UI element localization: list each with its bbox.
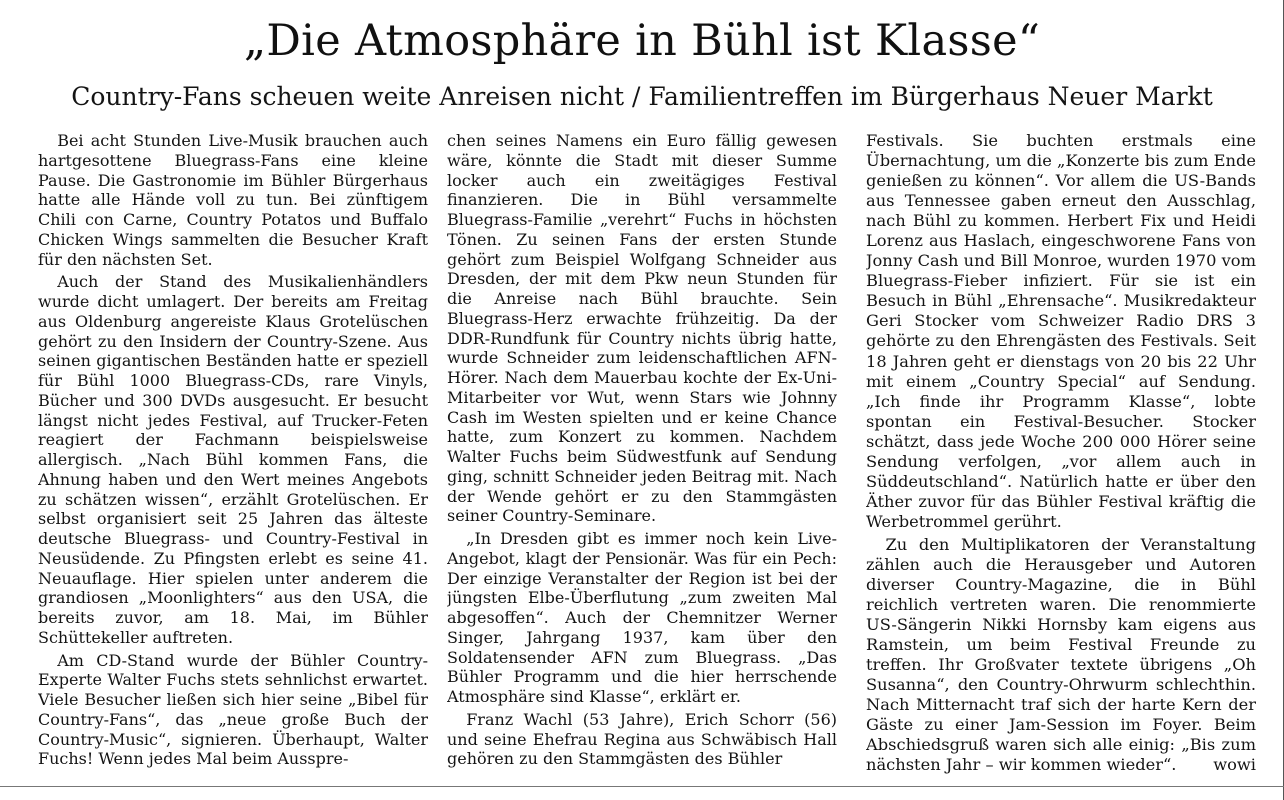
paragraph: chen seines Namens ein Euro fällig gewesen wäre, könnte die Stadt mit dieser Summe locker auch ein zweitägiges Festival finanzieren. Die in Bühl versammelte Bluegrass-Familie „verehrt“ Fuchs in höchsten Tönen. Zu seinen Fans der ersten Stunde gehört zum Beispiel Wolfgang Schneider aus Dresden, der mit dem Pkw neun Stunden für die Anreise nach Bühl brauchte. Sein Bluegrass-Herz erwachte frühzeitig. Da der DDR-Rundfunk für Country nichts übrig hatte, wurde Schneider zum leidenschaftlichen AFN-Hörer. Nach dem Mauerbau kochte der Ex-Uni-Mitarbeiter vor Wut, wenn Stars wie Johnny Cash im Westen spielten und er keine Chance hatte, zum Konzert zu kommen. Nachdem Walter Fuchs beim Südwestfunk auf Sendung ging, schnitt Schneider jeden Beitrag mit. Nach der Wende gehört er zu den Stammgästen seiner Country-Seminare. [447,131,837,526]
paragraph: Festivals. Sie buchten erstmals eine Übernachtung, um die „Konzerte bis zum Ende genießen zu können“. Vor allem die US-Bands aus Tennessee gaben erneut den Ausschlag, nach Bühl zu kommen. Herbert Fix und Heidi Lorenz aus Haslach, eingeschworene Fans von Jonny Cash und Bill Monroe, wurden 1970 vom Bluegrass-Fieber infiziert. Für sie ist ein Besuch in Bühl „Ehrensache“. Musikredakteur Geri Stocker vom Schweizer Radio DRS 3 gehörte zu den Ehrengästen des Festivals. Seit 18 Jahren geht er dienstags von 20 bis 22 Uhr mit einem „Country Special“ auf Sendung. „Ich finde ihr Programm Klasse“, lobte spontan ein Festival-Besucher. Stocker schätzt, dass jede Woche 200 000 Hörer seine Sendung verfolgen, „vor allem auch in Süddeutschland“. Natürlich hatte er über den Äther zuvor für das Bühler Festival kräftig die Werbetrommel gerührt. [866,131,1256,531]
author-signature: wowi [1213,755,1256,775]
paragraph-text: Zu den Multiplikatoren der Veranstaltung zählen auch die Herausgeber und Autoren diverser Country-Magazine, die in Bühl reichlich vertreten waren. Die renommierte US-Sängerin Nikki Hornsby kam eigens aus Ramstein, um beim Festival Freunde zu treffen. Ihr Großvater textete übrigens „Oh Susanna“, den Country-Ohrwurm schlechthin. Nach Mitternacht traf sich der harte Kern der Gäste zu einer Jam-Session im Foyer. Beim Abschiedsgruß waren sich alle einig: „Bis zum nächsten Jahr – wir kommen wieder“. [866,534,1256,775]
paragraph [866,535,1256,776]
bottom-rule [0,786,1284,787]
subheadline: Country-Fans scheuen weite Anreisen nicht / Familientreffen im Bürgerhaus Neuer Markt [71,82,1213,111]
paragraph: Bei acht Stunden Live-Musik brauchen auch hartgesottene Bluegrass-Fans eine kleine Pause. Die Gastronomie im Bühler Bürgerhaus hatte alle Hände voll zu tun. Bei zünftigem Chili con Carne, Country Potatos und Buffalo Chicken Wings sammelten die Besucher Kraft für den nächsten Set. [38,131,428,269]
article-column-3 [866,131,1256,783]
article-column-2 [447,131,837,783]
headline: „Die Atmosphäre in Bühl ist Klasse“ [243,16,1041,66]
paragraph: „In Dresden gibt es immer noch kein Live-Angebot, klagt der Pensionär. Was für ein Pech: Der einzige Veranstalter der Region ist bei der jüngsten Elbe-Überflutung „zum zweiten Mal abgesoffen“. Auch der Chemnitzer Werner Singer, Jahrgang 1937, kam über den Soldatensender AFN zum Bluegrass. „Das Bühler Programm und die hier herrschende Atmosphäre sind Klasse“, erklärt er. [447,529,837,706]
paragraph: Auch der Stand des Musikalienhändlers wurde dicht umlagert. Der bereits am Freitag aus Oldenburg angereiste Klaus Grotelüschen gehört zu den Insidern der Country-Szene. Aus seinen gigantischen Beständen hatte er speziell für Bühl 1000 Bluegrass-CDs, rare Vinyls, Bücher und 300 DVDs ausgesucht. Er besucht längst nicht jedes Festival, auf Trucker-Feten reagiert der Fachmann beispielsweise allergisch. „Nach Bühl kommen Fans, die Ahnung haben und den Wert meines Angebots zu schätzen wissen“, erzählt Grotelüschen. Er selbst organisiert seit 25 Jahren das älteste deutsche Bluegrass- und Country-Festival in Neusüdende. Zu Pfingsten erlebt es seine 41. Neuauflage. Hier spielen unter anderem die grandiosen „Moonlighters“ aus den USA, die bereits zuvor, am 18. Mai, im Bühler Schüttekeller auftreten. [38,272,428,647]
paragraph: Am CD-Stand wurde der Bühler Country-Experte Walter Fuchs stets sehnlichst erwartet. Viele Besucher ließen sich hier seine „Bibel für Country-Fans“, das „neue große Buch der Country-Music“, signieren. Überhaupt, Walter Fuchs! Wenn jedes Mal beim Ausspre- [38,650,428,769]
paragraph: Franz Wachl (53 Jahre), Erich Schorr (56) und seine Ehefrau Regina aus Schwäbisch Hall gehören zu den Stammgästen des Bühler [447,709,837,769]
article-column-1 [38,131,428,783]
